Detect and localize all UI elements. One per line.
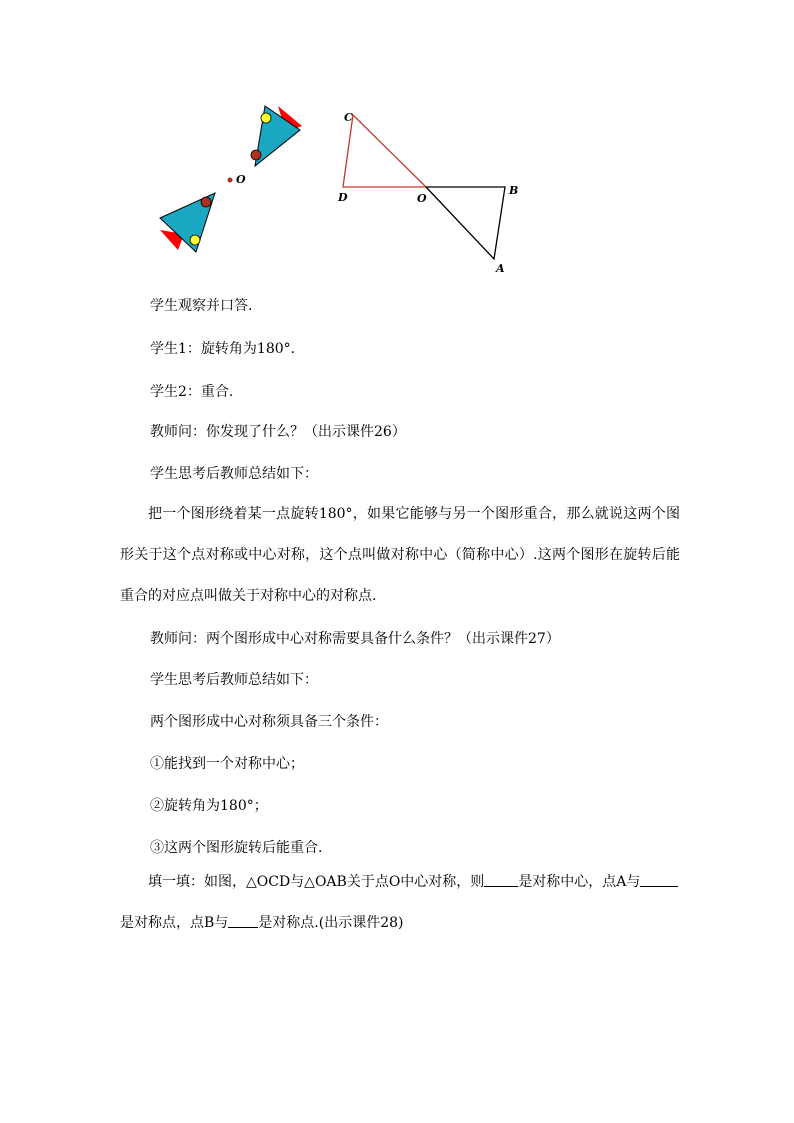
fill-in-paragraph [120,862,680,944]
fill-text-part4: 是对称点.(出示课件28) [258,915,404,931]
text-line-condition-3: ③这两个图形旋转后能重合. [150,840,323,856]
fill-text-part2: 是对称中心，点A与 [518,874,641,890]
text-line-summary-2: 学生思考后教师总结如下： [150,672,318,688]
fill-text-part1: 填一填：如图，△OCD与△OAB关于点O中心对称，则 [148,874,485,890]
label-o: O [417,192,427,205]
center-label-o: O [236,173,246,186]
text-line-three-conditions: 两个图形成中心对称须具备三个条件： [150,714,388,730]
text-line-teacher-asks-1: 教师问：你发现了什么？（出示课件26） [150,424,406,440]
rotation-figure-rockets [150,98,310,260]
definition-paragraph: 把一个图形绕着某一点旋转180°，如果它能够与另一个图形重合，那么就说这两个图形关于这个点对称或中心对称，这个点叫做对称中心（简称中心）.这两个图形在旋转后能重合的对应点叫做关于对称中心的对称点. [120,506,680,604]
triangle-figure-ocd-oab [330,105,530,277]
lower-rocket-brown-dot [201,197,211,207]
label-c: C [344,111,353,124]
text-line-summary-1: 学生思考后教师总结如下： [150,466,318,482]
label-a: A [496,262,505,275]
text-line-teacher-asks-2: 教师问：两个图形成中心对称需要具备什么条件？（出示课件27） [150,631,560,647]
text-line-student2: 学生2：重合. [150,384,234,400]
text-line-students-observe: 学生观察并口答. [150,298,253,314]
lower-rocket-yellow-dot [190,235,200,245]
fill-blank-point-b[interactable] [228,913,258,928]
fill-blank-center[interactable] [484,872,518,887]
upper-rocket-brown-dot [251,150,261,160]
label-b: B [509,184,519,197]
text-line-condition-1: ①能找到一个对称中心； [150,756,304,772]
fill-text-part3: 是对称点，点B与 [120,915,229,931]
triangle-ocd [343,115,426,187]
label-d: D [338,191,348,204]
text-line-student1: 学生1：旋转角为180°． [150,341,305,357]
center-point-o [228,178,233,183]
triangle-oab [426,187,505,259]
text-line-condition-2: ②旋转角为180°； [150,798,268,814]
upper-rocket-yellow-dot [261,113,271,123]
fill-blank-point-a[interactable] [640,872,678,887]
